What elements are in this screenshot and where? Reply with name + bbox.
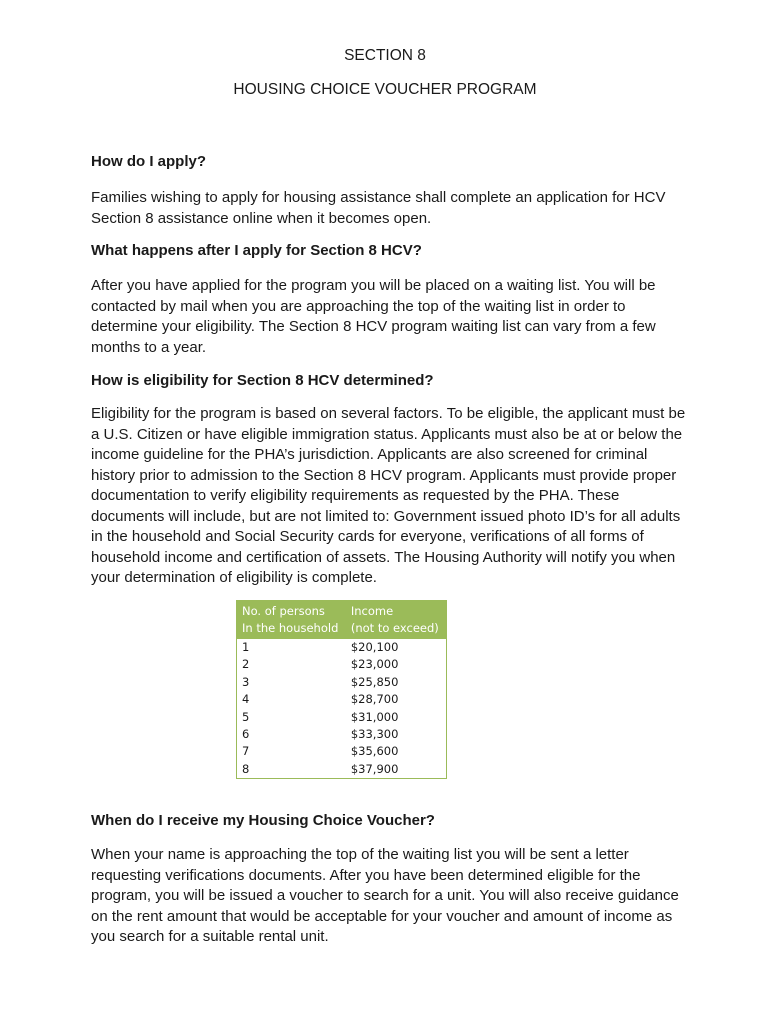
program-title: HOUSING CHOICE VOUCHER PROGRAM	[233, 81, 537, 98]
persons-cell: 4	[242, 692, 250, 707]
table-row	[237, 726, 447, 743]
income-cell: $25,850	[350, 674, 399, 689]
persons-cell: 1	[242, 640, 250, 654]
table-row	[237, 743, 447, 760]
persons-cell: 2	[242, 657, 250, 672]
income-cell: $28,700	[350, 692, 399, 707]
table-row	[237, 674, 447, 691]
income-cell: $33,300	[350, 727, 399, 742]
column-header-line: In the household	[242, 621, 339, 635]
paragraph-eligibility: Eligibility for the program is based on several factors. To be eligible, the applicant must be a U.S. Citizen or have eligible immigration status. Applicants must also be at or below the income guideline for the PHA’s jurisdiction. Applicants are also screened for criminal history prior to admission to the Section 8 HCV program. Applicants must provide proper documentation to verify eligibility requirements as requested by the PHA. These documents will include, but are not limited to: Government issued photo ID’s for all adults in the household and Social Security cards for everyone, verifications of all forms of household income and certification of assets. The Housing Authority will notify you when your determination of eligibility is complete.	[91, 405, 686, 586]
column-header-line: No. of persons	[242, 604, 325, 618]
paragraph-receive-voucher: When your name is approaching the top of the waiting list you will be sent a letter requesting verifications documents. After you have been determined eligible for the program, you will be issued a voucher to search for a unit. You will also receive guidance on the rent amount that would be acceptable for your voucher and amount of income as you search for a suitable rental unit.	[91, 846, 679, 945]
paragraph-how-apply: Families wishing to apply for housing assistance shall complete an application for HCV Section 8 assistance online when it becomes open.	[91, 189, 666, 227]
section-title: SECTION 8	[344, 47, 426, 64]
table-row	[237, 709, 447, 726]
heading-how-apply: How do I apply?	[91, 153, 206, 170]
column-header-persons	[237, 601, 346, 640]
table-row	[237, 691, 447, 708]
persons-cell: 8	[242, 761, 250, 776]
paragraph-after-apply: After you have applied for the program you will be placed on a waiting list. You will be contacted by mail when you are approaching the top of the waiting list in order to determine your eligibility. The Section 8 HCV program waiting list can vary from a few months to a year.	[91, 277, 656, 356]
income-cell: $31,000	[350, 709, 399, 724]
column-header-income	[346, 601, 447, 640]
table-row	[237, 639, 447, 656]
income-cell: $20,100	[350, 640, 399, 654]
table-header-row	[237, 601, 447, 640]
persons-cell: 6	[242, 727, 250, 742]
column-header-line: Income	[350, 604, 394, 618]
income-cell: $35,600	[350, 744, 399, 759]
heading-receive-voucher: When do I receive my Housing Choice Voucher?	[91, 812, 435, 829]
income-guideline-table	[236, 600, 447, 779]
table-row	[237, 656, 447, 673]
persons-cell: 7	[242, 744, 250, 759]
persons-cell: 3	[242, 674, 250, 689]
income-cell: $37,900	[350, 761, 399, 776]
table-row	[237, 761, 447, 779]
heading-eligibility: How is eligibility for Section 8 HCV determined?	[91, 372, 434, 389]
income-cell: $23,000	[350, 657, 399, 672]
column-header-line: (not to exceed)	[350, 621, 439, 635]
persons-cell: 5	[242, 709, 250, 724]
heading-after-apply: What happens after I apply for Section 8 HCV?	[91, 242, 422, 259]
